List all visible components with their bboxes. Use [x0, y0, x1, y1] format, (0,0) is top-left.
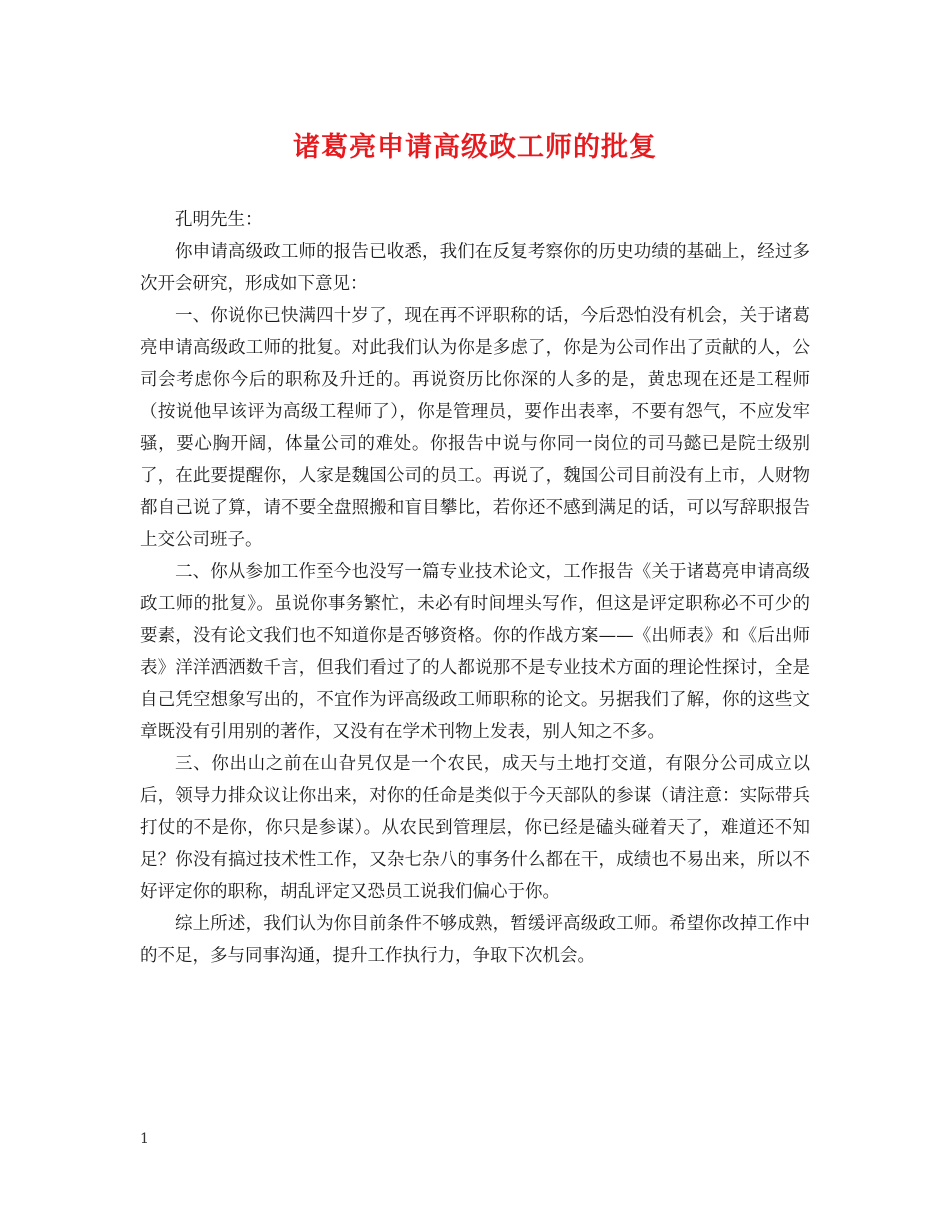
- page-number: 1: [140, 1131, 149, 1147]
- paragraph-point-1: 一、你说你已快满四十岁了，现在再不评职称的话，今后恐怕没有机会，关于诸葛亮申请高级政工师的批复。对此我们认为你是多虑了，你是为公司作出了贡献的人，公司会考虑你今后的职称及升迁的。再说资历比你深的人多的是，黄忠现在还是工程师（按说他早该评为高级工程师了），你是管理员，要作出表率，不要有怨气，不应发牢骚，要心胸开阔，体量公司的难处。你报告中说与你同一岗位的司马懿已是院士级别了，在此要提醒你，人家是魏国公司的员工。再说了，魏国公司目前没有上市，人财物都自己说了算，请不要全盘照搬和盲目攀比，若你还不感到满足的话，可以写辞职报告上交公司班子。: [140, 306, 810, 550]
- paragraph-conclusion: 综上所述，我们认为你目前条件不够成熟，暂缓评高级政工师。希望你改掉工作中的不足，多与同事沟通，提升工作执行力，争取下次机会。: [140, 914, 810, 966]
- document-title: 诸葛亮申请高级政工师的批复: [293, 132, 657, 163]
- paragraph-point-3: 三、你出山之前在山旮旯仅是一个农民，成天与土地打交道，有限分公司成立以后，领导力排众议让你出来，对你的任命是类似于今天部队的参谋（请注意：实际带兵打仗的不是你，你只是参谋）。从农民到管理层，你已经是磕头碰着天了，难道还不知足？你没有搞过技术性工作，又杂七杂八的事务什么都在干，成绩也不易出来，所以不好评定你的职称，胡乱评定又恐员工说我们偏心于你。: [140, 754, 810, 902]
- paragraph-intro: 你申请高级政工师的报告已收悉，我们在反复考察你的历史功绩的基础上，经过多次开会研究，形成如下意见：: [140, 242, 810, 294]
- paragraph-point-2: 二、你从参加工作至今也没写一篇专业技术论文，工作报告《关于诸葛亮申请高级政工师的批复》。虽说你事务繁忙，未必有时间埋头写作，但这是评定职称必不可少的要素，没有论文我们也不知道你是否够资格。你的作战方案——《出师表》和《后出师表》洋洋洒洒数千言，但我们看过了的人都说那不是专业技术方面的理论性探讨，全是自己凭空想象写出的，不宜作为评高级政工师职称的论文。另据我们了解，你的这些文章既没有引用别的著作，又没有在学术刊物上发表，别人知之不多。: [140, 562, 810, 742]
- document-body: [140, 204, 810, 972]
- salutation: 孔明先生：: [175, 210, 263, 230]
